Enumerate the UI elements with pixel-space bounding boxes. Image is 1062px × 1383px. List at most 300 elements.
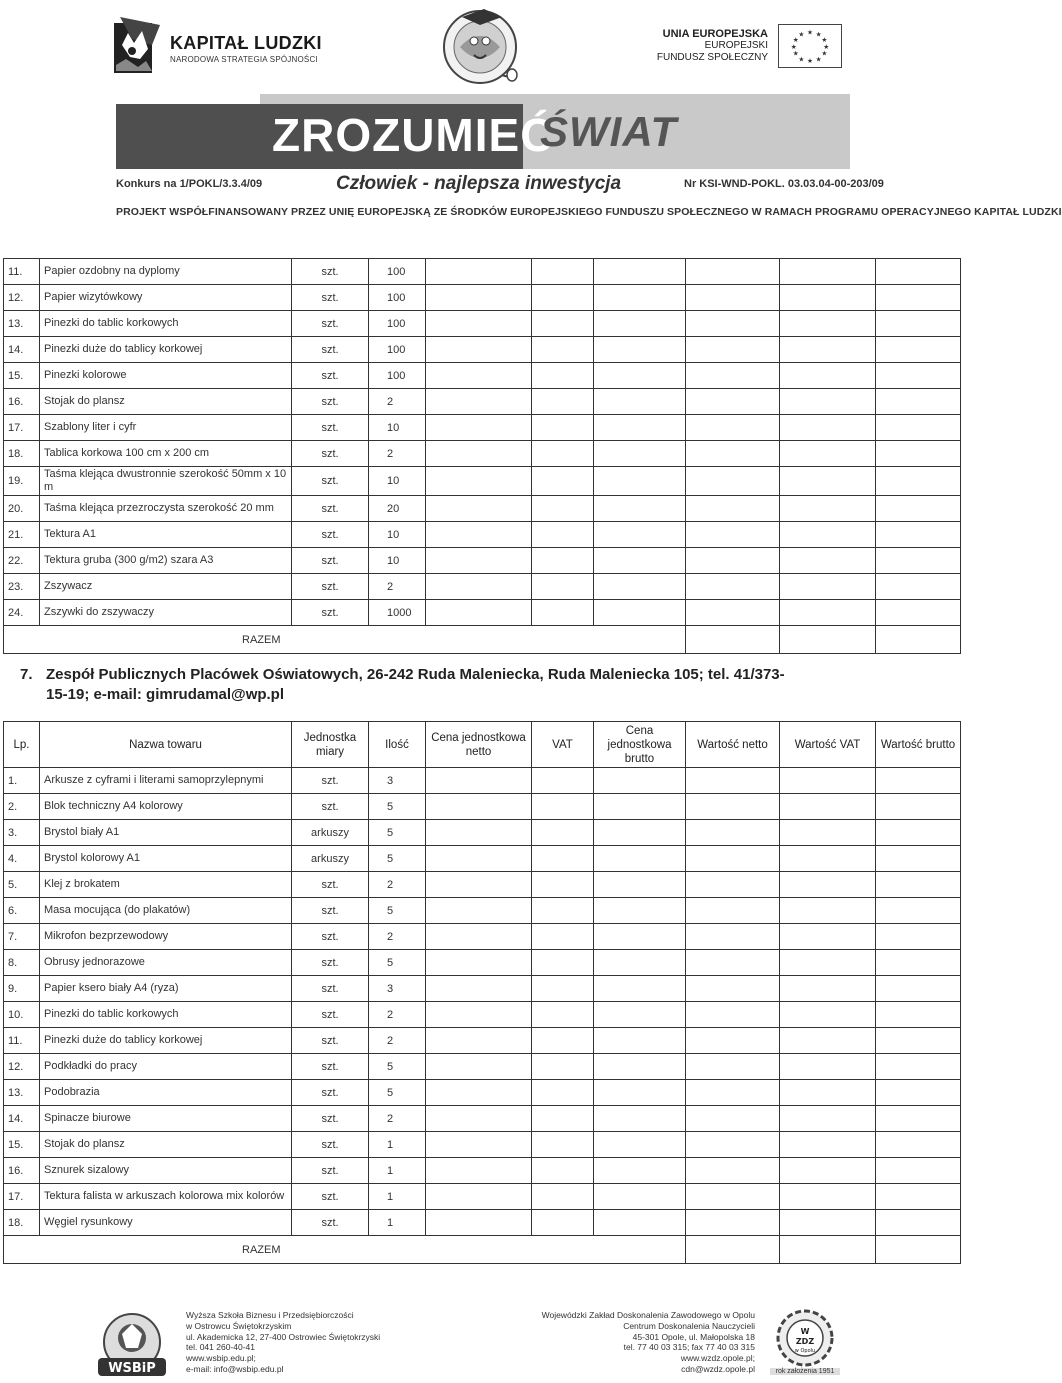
item-unit: szt. xyxy=(292,1054,369,1080)
vat-cell[interactable] xyxy=(532,950,594,976)
table-row xyxy=(4,976,961,1002)
value-vat-cell[interactable] xyxy=(780,467,876,496)
unit-gross-price-cell[interactable] xyxy=(594,1210,686,1236)
item-quantity: 2 xyxy=(369,574,426,600)
value-gross-cell[interactable] xyxy=(876,415,961,441)
unit-net-price-cell[interactable] xyxy=(426,285,532,311)
row-number: 11. xyxy=(4,1028,40,1054)
item-unit: szt. xyxy=(292,872,369,898)
svg-text:★: ★ xyxy=(798,30,805,39)
kapital-ludzki-logo xyxy=(112,15,322,73)
vat-cell[interactable] xyxy=(532,794,594,820)
wsbip-address-line: e-mail: info@wsbip.edu.pl xyxy=(186,1363,284,1374)
item-name: Mikrofon bezprzewodowy xyxy=(40,924,292,950)
value-vat-cell[interactable] xyxy=(780,924,876,950)
value-gross-cell[interactable] xyxy=(876,496,961,522)
vat-cell[interactable] xyxy=(532,600,594,626)
value-vat-cell[interactable] xyxy=(780,415,876,441)
unit-gross-price-cell[interactable] xyxy=(594,285,686,311)
unit-net-price-cell[interactable] xyxy=(426,363,532,389)
svg-text:★: ★ xyxy=(798,55,805,64)
item-unit: szt. xyxy=(292,285,369,311)
unit-net-price-cell[interactable] xyxy=(426,548,532,574)
total-gross-cell[interactable] xyxy=(876,1236,961,1264)
value-net-cell[interactable] xyxy=(686,548,780,574)
unit-net-price-cell[interactable] xyxy=(426,1028,532,1054)
row-number: 23. xyxy=(4,574,40,600)
row-number: 13. xyxy=(4,311,40,337)
row-number: 1. xyxy=(4,768,40,794)
value-vat-cell[interactable] xyxy=(780,337,876,363)
unit-gross-price-cell[interactable] xyxy=(594,1106,686,1132)
item-quantity: 2 xyxy=(369,441,426,467)
value-net-cell[interactable] xyxy=(686,311,780,337)
value-gross-cell[interactable] xyxy=(876,441,961,467)
value-vat-cell[interactable] xyxy=(780,976,876,1002)
vat-cell[interactable] xyxy=(532,441,594,467)
value-gross-cell[interactable] xyxy=(876,976,961,1002)
unit-net-price-cell[interactable] xyxy=(426,467,532,496)
header-value-vat: Wartość VAT xyxy=(780,722,876,768)
vat-cell[interactable] xyxy=(532,1106,594,1132)
vat-cell[interactable] xyxy=(532,924,594,950)
item-name: Brystol kolorowy A1 xyxy=(40,846,292,872)
value-vat-cell[interactable] xyxy=(780,522,876,548)
unit-gross-price-cell[interactable] xyxy=(594,1132,686,1158)
value-net-cell[interactable] xyxy=(686,1106,780,1132)
section-number: 7. xyxy=(20,666,33,683)
value-gross-cell[interactable] xyxy=(876,846,961,872)
value-gross-cell[interactable] xyxy=(876,1184,961,1210)
row-number: 19. xyxy=(4,467,40,496)
unit-net-price-cell[interactable] xyxy=(426,794,532,820)
unit-gross-price-cell[interactable] xyxy=(594,1028,686,1054)
unit-gross-price-cell[interactable] xyxy=(594,548,686,574)
value-net-cell[interactable] xyxy=(686,1054,780,1080)
value-vat-cell[interactable] xyxy=(780,441,876,467)
value-vat-cell[interactable] xyxy=(780,950,876,976)
vat-cell[interactable] xyxy=(532,389,594,415)
value-net-cell[interactable] xyxy=(686,1210,780,1236)
unit-net-price-cell[interactable] xyxy=(426,1054,532,1080)
value-vat-cell[interactable] xyxy=(780,363,876,389)
unit-gross-price-cell[interactable] xyxy=(594,496,686,522)
table-row xyxy=(4,389,961,415)
items-table-section-7 xyxy=(3,721,961,1264)
row-number: 16. xyxy=(4,1158,40,1184)
table-row xyxy=(4,768,961,794)
unit-net-price-cell[interactable] xyxy=(426,1210,532,1236)
vat-cell[interactable] xyxy=(532,768,594,794)
vat-cell[interactable] xyxy=(532,1210,594,1236)
item-quantity: 10 xyxy=(369,548,426,574)
vat-cell[interactable] xyxy=(532,1158,594,1184)
vat-cell[interactable] xyxy=(532,976,594,1002)
value-net-cell[interactable] xyxy=(686,820,780,846)
value-vat-cell[interactable] xyxy=(780,768,876,794)
item-unit: arkuszy xyxy=(292,846,369,872)
total-net-cell[interactable] xyxy=(686,626,780,654)
unit-gross-price-cell[interactable] xyxy=(594,1158,686,1184)
total-vat-cell[interactable] xyxy=(780,626,876,654)
table-row xyxy=(4,522,961,548)
unit-gross-price-cell[interactable] xyxy=(594,872,686,898)
vat-cell[interactable] xyxy=(532,1080,594,1106)
unit-gross-price-cell[interactable] xyxy=(594,259,686,285)
table-row xyxy=(4,846,961,872)
value-net-cell[interactable] xyxy=(686,337,780,363)
value-net-cell[interactable] xyxy=(686,467,780,496)
value-gross-cell[interactable] xyxy=(876,1028,961,1054)
value-net-cell[interactable] xyxy=(686,389,780,415)
item-unit: szt. xyxy=(292,363,369,389)
unit-net-price-cell[interactable] xyxy=(426,337,532,363)
value-net-cell[interactable] xyxy=(686,976,780,1002)
row-number: 4. xyxy=(4,846,40,872)
table-row xyxy=(4,820,961,846)
unit-net-price-cell[interactable] xyxy=(426,574,532,600)
value-vat-cell[interactable] xyxy=(780,600,876,626)
value-gross-cell[interactable] xyxy=(876,259,961,285)
unit-gross-price-cell[interactable] xyxy=(594,441,686,467)
value-net-cell[interactable] xyxy=(686,768,780,794)
vat-cell[interactable] xyxy=(532,1054,594,1080)
value-net-cell[interactable] xyxy=(686,285,780,311)
value-net-cell[interactable] xyxy=(686,1080,780,1106)
value-net-cell[interactable] xyxy=(686,1028,780,1054)
unit-net-price-cell[interactable] xyxy=(426,522,532,548)
row-number: 7. xyxy=(4,924,40,950)
unit-net-price-cell[interactable] xyxy=(426,1184,532,1210)
value-vat-cell[interactable] xyxy=(780,1002,876,1028)
unit-gross-price-cell[interactable] xyxy=(594,522,686,548)
item-quantity: 100 xyxy=(369,285,426,311)
value-net-cell[interactable] xyxy=(686,363,780,389)
item-quantity: 5 xyxy=(369,794,426,820)
svg-text:★: ★ xyxy=(821,49,828,58)
row-number: 14. xyxy=(4,337,40,363)
vat-cell[interactable] xyxy=(532,496,594,522)
unit-net-price-cell[interactable] xyxy=(426,950,532,976)
item-unit: szt. xyxy=(292,1028,369,1054)
section-title-line1: Zespół Publicznych Placówek Oświatowych, 26-242 Ruda Maleniecka, Ruda Maleniecka 105; tel. 41/373- xyxy=(46,666,785,683)
vat-cell[interactable] xyxy=(532,898,594,924)
header-vat: VAT xyxy=(532,722,594,768)
unit-net-price-cell[interactable] xyxy=(426,1106,532,1132)
svg-text:★: ★ xyxy=(790,42,797,51)
table-row xyxy=(4,1210,961,1236)
value-gross-cell[interactable] xyxy=(876,872,961,898)
unit-net-price-cell[interactable] xyxy=(426,389,532,415)
value-vat-cell[interactable] xyxy=(780,496,876,522)
unit-net-price-cell[interactable] xyxy=(426,1158,532,1184)
unit-net-price-cell[interactable] xyxy=(426,768,532,794)
item-quantity: 1 xyxy=(369,1184,426,1210)
unit-gross-price-cell[interactable] xyxy=(594,846,686,872)
item-unit: szt. xyxy=(292,1080,369,1106)
project-number: Nr KSI-WND-POKL. 03.03.04-00-203/09 xyxy=(684,178,884,190)
table-row xyxy=(4,441,961,467)
table-row xyxy=(4,363,961,389)
value-net-cell[interactable] xyxy=(686,924,780,950)
project-statement: PROJEKT WSPÓŁFINANSOWANY PRZEZ UNIĘ EUROPEJSKĄ ZE ŚRODKÓW EUROPEJSKIEGO FUNDUSZU SPOŁECZNEGO W RAMACH PROGRAMU OPERACYJNEGO KAPITAŁ LUDZKI xyxy=(116,206,1062,218)
table-row xyxy=(4,548,961,574)
value-net-cell[interactable] xyxy=(686,950,780,976)
eu-line1: UNIA EUROPEJSKA xyxy=(662,28,768,40)
value-vat-cell[interactable] xyxy=(780,794,876,820)
unit-gross-price-cell[interactable] xyxy=(594,1054,686,1080)
value-gross-cell[interactable] xyxy=(876,467,961,496)
item-quantity: 2 xyxy=(369,1002,426,1028)
wsbip-address-line: Wyższa Szkoła Biznesu i Przedsiębiorczości xyxy=(186,1310,354,1320)
vat-cell[interactable] xyxy=(532,548,594,574)
row-number: 5. xyxy=(4,872,40,898)
item-unit: szt. xyxy=(292,574,369,600)
total-net-cell[interactable] xyxy=(686,1236,780,1264)
item-quantity: 20 xyxy=(369,496,426,522)
unit-net-price-cell[interactable] xyxy=(426,415,532,441)
value-gross-cell[interactable] xyxy=(876,311,961,337)
wzdz-founding-year: rok założenia 1951 xyxy=(770,1368,840,1375)
item-name: Węgiel rysunkowy xyxy=(40,1210,292,1236)
eu-line3: FUNDUSZ SPOŁECZNY xyxy=(656,52,768,63)
item-quantity: 3 xyxy=(369,976,426,1002)
value-gross-cell[interactable] xyxy=(876,600,961,626)
unit-net-price-cell[interactable] xyxy=(426,1080,532,1106)
unit-net-price-cell[interactable] xyxy=(426,872,532,898)
value-vat-cell[interactable] xyxy=(780,1210,876,1236)
vat-cell[interactable] xyxy=(532,311,594,337)
table-row xyxy=(4,924,961,950)
value-net-cell[interactable] xyxy=(686,1184,780,1210)
value-vat-cell[interactable] xyxy=(780,1132,876,1158)
eu-text xyxy=(657,28,768,64)
value-gross-cell[interactable] xyxy=(876,285,961,311)
unit-gross-price-cell[interactable] xyxy=(594,600,686,626)
row-number: 13. xyxy=(4,1080,40,1106)
vat-cell[interactable] xyxy=(532,872,594,898)
value-gross-cell[interactable] xyxy=(876,548,961,574)
unit-gross-price-cell[interactable] xyxy=(594,389,686,415)
unit-gross-price-cell[interactable] xyxy=(594,950,686,976)
wsbip-logo-icon xyxy=(92,1310,172,1380)
table-row xyxy=(4,898,961,924)
total-gross-cell[interactable] xyxy=(876,626,961,654)
unit-gross-price-cell[interactable] xyxy=(594,976,686,1002)
item-quantity: 1 xyxy=(369,1158,426,1184)
value-vat-cell[interactable] xyxy=(780,311,876,337)
value-net-cell[interactable] xyxy=(686,496,780,522)
vat-cell[interactable] xyxy=(532,820,594,846)
value-net-cell[interactable] xyxy=(686,794,780,820)
item-unit: szt. xyxy=(292,976,369,1002)
vat-cell[interactable] xyxy=(532,415,594,441)
item-unit: szt. xyxy=(292,467,369,496)
value-vat-cell[interactable] xyxy=(780,1106,876,1132)
vat-cell[interactable] xyxy=(532,1184,594,1210)
vat-cell[interactable] xyxy=(532,522,594,548)
row-number: 18. xyxy=(4,1210,40,1236)
unit-gross-price-cell[interactable] xyxy=(594,898,686,924)
value-net-cell[interactable] xyxy=(686,872,780,898)
value-vat-cell[interactable] xyxy=(780,1080,876,1106)
value-gross-cell[interactable] xyxy=(876,950,961,976)
value-vat-cell[interactable] xyxy=(780,1028,876,1054)
unit-gross-price-cell[interactable] xyxy=(594,363,686,389)
item-quantity: 5 xyxy=(369,950,426,976)
value-gross-cell[interactable] xyxy=(876,1158,961,1184)
svg-text:WSBiP: WSBiP xyxy=(108,1361,156,1376)
value-gross-cell[interactable] xyxy=(876,363,961,389)
item-name: Tektura falista w arkuszach kolorowa mix kolorów xyxy=(40,1184,292,1210)
unit-net-price-cell[interactable] xyxy=(426,496,532,522)
vat-cell[interactable] xyxy=(532,1002,594,1028)
unit-gross-price-cell[interactable] xyxy=(594,820,686,846)
total-label: RAZEM xyxy=(4,626,686,654)
row-number: 3. xyxy=(4,820,40,846)
table-row xyxy=(4,1080,961,1106)
item-unit: szt. xyxy=(292,441,369,467)
value-net-cell[interactable] xyxy=(686,1132,780,1158)
value-gross-cell[interactable] xyxy=(876,1002,961,1028)
unit-net-price-cell[interactable] xyxy=(426,600,532,626)
value-gross-cell[interactable] xyxy=(876,522,961,548)
value-net-cell[interactable] xyxy=(686,1158,780,1184)
value-net-cell[interactable] xyxy=(686,415,780,441)
value-gross-cell[interactable] xyxy=(876,574,961,600)
item-name: Spinacze biurowe xyxy=(40,1106,292,1132)
svg-text:★: ★ xyxy=(807,57,813,66)
unit-net-price-cell[interactable] xyxy=(426,1002,532,1028)
wzdz-address-line: cdn@wzdz.opole.pl xyxy=(681,1363,755,1374)
value-net-cell[interactable] xyxy=(686,898,780,924)
item-name: Pinezki kolorowe xyxy=(40,363,292,389)
value-gross-cell[interactable] xyxy=(876,794,961,820)
value-net-cell[interactable] xyxy=(686,522,780,548)
kapital-ludzki-mark-icon xyxy=(112,15,162,73)
item-quantity: 2 xyxy=(369,1028,426,1054)
vat-cell[interactable] xyxy=(532,467,594,496)
wzdz-address xyxy=(542,1310,755,1375)
unit-gross-price-cell[interactable] xyxy=(594,337,686,363)
value-gross-cell[interactable] xyxy=(876,1106,961,1132)
unit-net-price-cell[interactable] xyxy=(426,898,532,924)
value-gross-cell[interactable] xyxy=(876,898,961,924)
unit-net-price-cell[interactable] xyxy=(426,311,532,337)
unit-gross-price-cell[interactable] xyxy=(594,1184,686,1210)
value-vat-cell[interactable] xyxy=(780,820,876,846)
value-net-cell[interactable] xyxy=(686,574,780,600)
vat-cell[interactable] xyxy=(532,285,594,311)
item-unit: szt. xyxy=(292,496,369,522)
unit-gross-price-cell[interactable] xyxy=(594,794,686,820)
value-vat-cell[interactable] xyxy=(780,1158,876,1184)
value-gross-cell[interactable] xyxy=(876,1054,961,1080)
value-gross-cell[interactable] xyxy=(876,924,961,950)
unit-net-price-cell[interactable] xyxy=(426,259,532,285)
value-vat-cell[interactable] xyxy=(780,846,876,872)
vat-cell[interactable] xyxy=(532,363,594,389)
slogan: Człowiek - najlepsza inwestycja xyxy=(336,173,622,194)
value-vat-cell[interactable] xyxy=(780,898,876,924)
value-net-cell[interactable] xyxy=(686,259,780,285)
vat-cell[interactable] xyxy=(532,337,594,363)
unit-gross-price-cell[interactable] xyxy=(594,311,686,337)
unit-net-price-cell[interactable] xyxy=(426,976,532,1002)
unit-net-price-cell[interactable] xyxy=(426,1132,532,1158)
value-vat-cell[interactable] xyxy=(780,548,876,574)
unit-net-price-cell[interactable] xyxy=(426,820,532,846)
row-number: 11. xyxy=(4,259,40,285)
svg-text:★: ★ xyxy=(807,28,813,37)
item-quantity: 5 xyxy=(369,898,426,924)
item-quantity: 1 xyxy=(369,1132,426,1158)
vat-cell[interactable] xyxy=(532,846,594,872)
unit-gross-price-cell[interactable] xyxy=(594,924,686,950)
unit-net-price-cell[interactable] xyxy=(426,846,532,872)
table-row xyxy=(4,415,961,441)
unit-gross-price-cell[interactable] xyxy=(594,1002,686,1028)
item-unit: szt. xyxy=(292,259,369,285)
value-gross-cell[interactable] xyxy=(876,820,961,846)
unit-net-price-cell[interactable] xyxy=(426,924,532,950)
header-value-net: Wartość netto xyxy=(686,722,780,768)
value-net-cell[interactable] xyxy=(686,846,780,872)
total-row xyxy=(4,1236,961,1264)
total-vat-cell[interactable] xyxy=(780,1236,876,1264)
unit-gross-price-cell[interactable] xyxy=(594,467,686,496)
value-vat-cell[interactable] xyxy=(780,1184,876,1210)
vat-cell[interactable] xyxy=(532,259,594,285)
row-number: 17. xyxy=(4,415,40,441)
vat-cell[interactable] xyxy=(532,1132,594,1158)
vat-cell[interactable] xyxy=(532,1028,594,1054)
svg-text:★: ★ xyxy=(821,36,828,45)
value-gross-cell[interactable] xyxy=(876,1210,961,1236)
banner-title-part2: ŚWIAT xyxy=(540,108,678,155)
value-vat-cell[interactable] xyxy=(780,285,876,311)
item-quantity: 10 xyxy=(369,522,426,548)
value-vat-cell[interactable] xyxy=(780,259,876,285)
value-gross-cell[interactable] xyxy=(876,1132,961,1158)
wsbip-address-line: w Ostrowcu Świętokrzyskim xyxy=(186,1320,292,1331)
row-number: 10. xyxy=(4,1002,40,1028)
value-net-cell[interactable] xyxy=(686,441,780,467)
value-net-cell[interactable] xyxy=(686,600,780,626)
table-row xyxy=(4,1106,961,1132)
table-row xyxy=(4,1132,961,1158)
value-vat-cell[interactable] xyxy=(780,1054,876,1080)
value-net-cell[interactable] xyxy=(686,1002,780,1028)
value-gross-cell[interactable] xyxy=(876,337,961,363)
unit-gross-price-cell[interactable] xyxy=(594,415,686,441)
value-gross-cell[interactable] xyxy=(876,1080,961,1106)
value-vat-cell[interactable] xyxy=(780,389,876,415)
value-gross-cell[interactable] xyxy=(876,389,961,415)
unit-net-price-cell[interactable] xyxy=(426,441,532,467)
value-gross-cell[interactable] xyxy=(876,768,961,794)
value-vat-cell[interactable] xyxy=(780,574,876,600)
svg-text:w Opolu: w Opolu xyxy=(794,1348,816,1354)
item-name: Szablony liter i cyfr xyxy=(40,415,292,441)
value-vat-cell[interactable] xyxy=(780,872,876,898)
header-unit: Jednostka miary xyxy=(292,722,369,768)
vat-cell[interactable] xyxy=(532,574,594,600)
unit-gross-price-cell[interactable] xyxy=(594,768,686,794)
unit-gross-price-cell[interactable] xyxy=(594,574,686,600)
table-row xyxy=(4,872,961,898)
unit-gross-price-cell[interactable] xyxy=(594,1080,686,1106)
